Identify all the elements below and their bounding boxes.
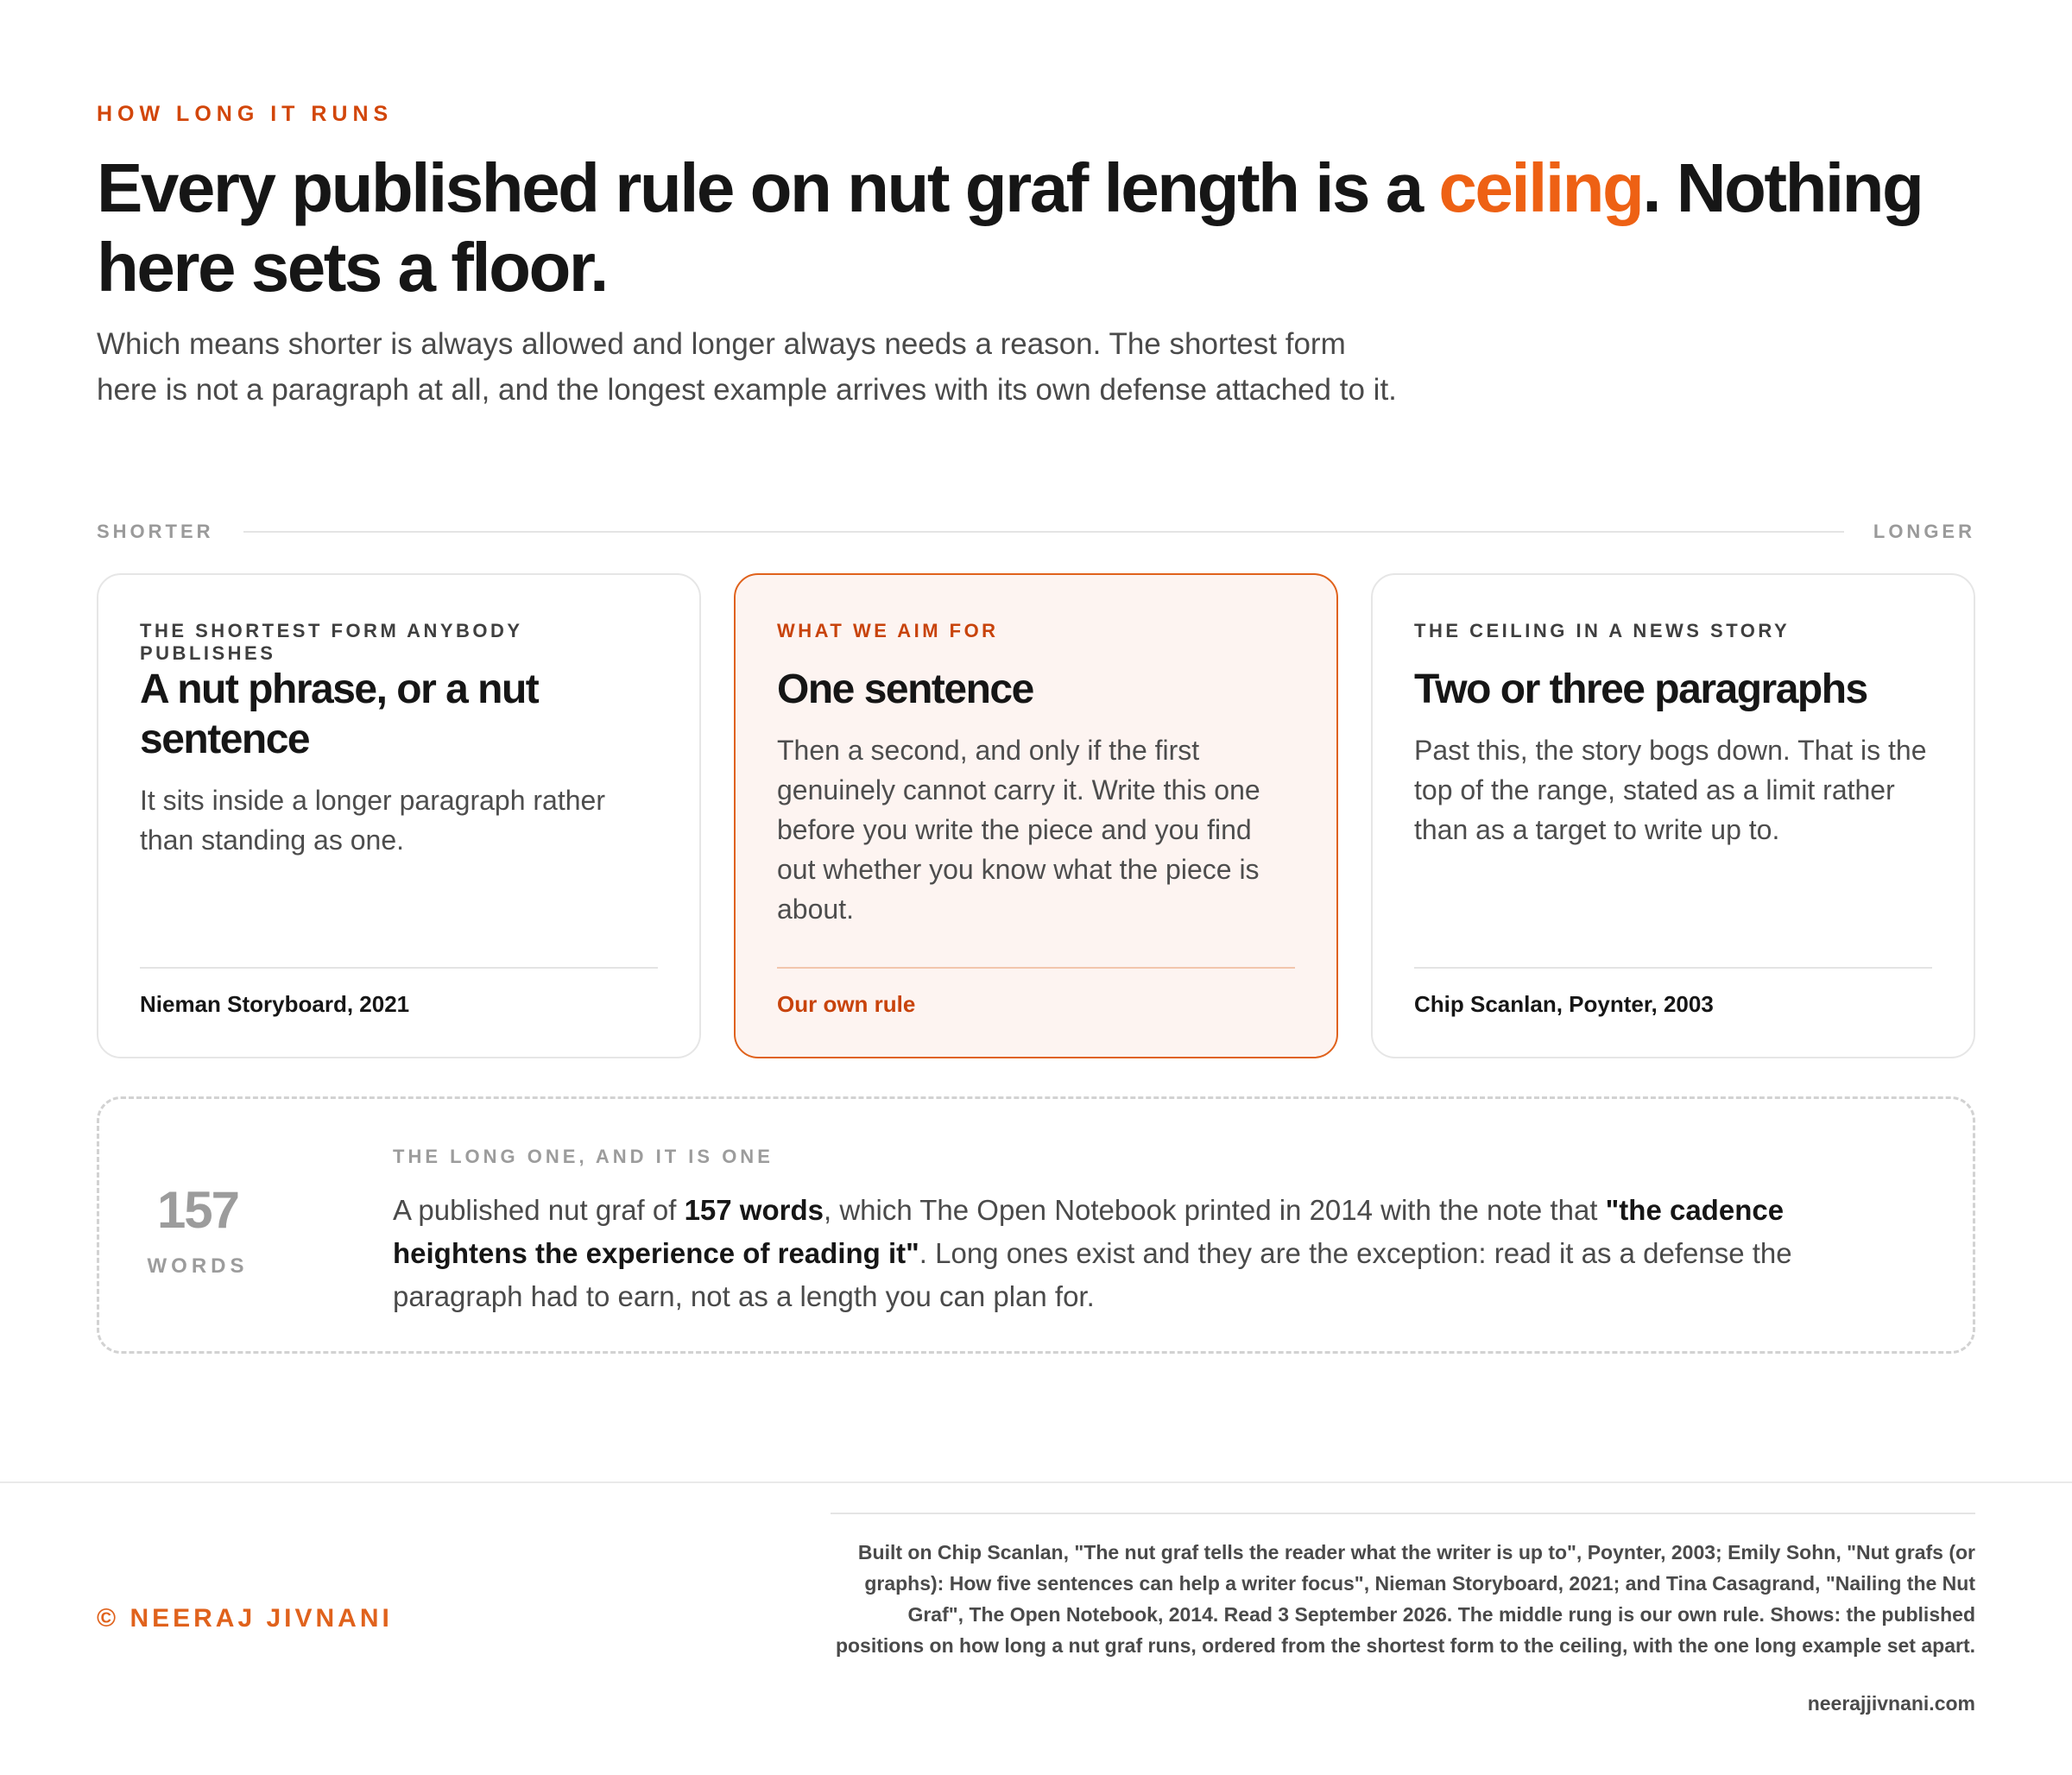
long-text-part-3: . Long ones exist and they are the exception: read it as a defense the paragraph had to earn, not as a length you can plan for. [393,1237,1792,1312]
page-subhead: Which means shorter is always allowed and longer always needs a reason. The shortest form here is not a paragraph at all, and the longest example arrives with its own defense attached to it. [97,327,1397,407]
card-source: Nieman Storyboard, 2021 [140,991,410,1017]
page-headline [97,148,1961,307]
headline-text-start: Every published rule on nut graf length is a [97,149,1439,226]
card-divider [140,967,658,969]
card-source: Chip Scanlan, Poynter, 2003 [1414,991,1714,1017]
long-text-bold-word-count: 157 words [684,1194,824,1226]
length-cards [97,573,1975,1058]
card-ceiling [1371,573,1975,1058]
card-title: A nut phrase, or a nut sentence [140,666,539,762]
footer-notes-divider [831,1513,1975,1514]
card-title: Two or three paragraphs [1414,666,1867,712]
scale-label-shorter: SHORTER [97,521,214,542]
card-label: WHAT WE AIM FOR [777,620,999,641]
long-example-panel [97,1096,1975,1354]
card-label: THE CEILING IN A NEWS STORY [1414,620,1791,641]
long-text-bold-quote: "the cadence heightens the experience of reading it" [393,1194,1785,1269]
word-count-number: 157 [156,1181,239,1239]
card-what-we-aim-for [734,573,1338,1058]
card-shortest-form [97,573,701,1058]
card-title: One sentence [777,666,1033,712]
footer-credit: © NEERAJ JIVNANI [97,1604,393,1633]
scale-line [243,531,1844,533]
footer-divider [0,1481,2072,1483]
card-divider [777,967,1295,969]
long-example-text [393,1189,1878,1318]
card-label: THE SHORTEST FORM ANYBODY PUBLISHES [140,620,523,664]
length-scale [97,518,1975,546]
footer-site-link[interactable]: neerajjivnani.com [1807,1692,1975,1715]
scale-label-longer: LONGER [1873,521,1975,542]
headline-accent-word: ceiling [1438,149,1643,226]
card-divider [1414,967,1932,969]
long-text-part-2: , which The Open Notebook printed in 2014 with the note that [824,1194,1606,1226]
long-example-label: THE LONG ONE, AND IT IS ONE [393,1146,774,1167]
section-eyebrow: HOW LONG IT RUNS [97,102,394,126]
headline-text-end: . Nothing here sets a floor. [97,149,1923,306]
long-text-part-1: A published nut graf of [393,1194,685,1226]
card-body: Past this, the story bogs down. That is the top of the range, stated as a limit rather than as a target to write up to. [1414,735,1927,845]
card-source: Our own rule [777,991,916,1017]
card-body: It sits inside a longer paragraph rather than standing as one. [140,785,605,856]
footer-source-notes: Built on Chip Scanlan, "The nut graf tells the reader what the writer is up to", Poynter, 2003; Emily Sohn, "Nut grafs (or graphs): How five sentences can help a writer focus", Nieman Storyboard, 2021; and Tina Casagrand, "Nailing the Nut Graf", The Open Notebook, 2014. Read 3 September 2026. The middle rung is our own rule. Shows: the published positions on how long a nut graf runs, ordered from the shortest form to the ceiling, with the one long example set apart. [835,1541,1975,1657]
word-count-unit: WORDS [147,1254,249,1278]
card-body: Then a second, and only if the first genuinely cannot carry it. Write this one before you write the piece and you find out whether you know what the piece is about. [777,735,1260,925]
